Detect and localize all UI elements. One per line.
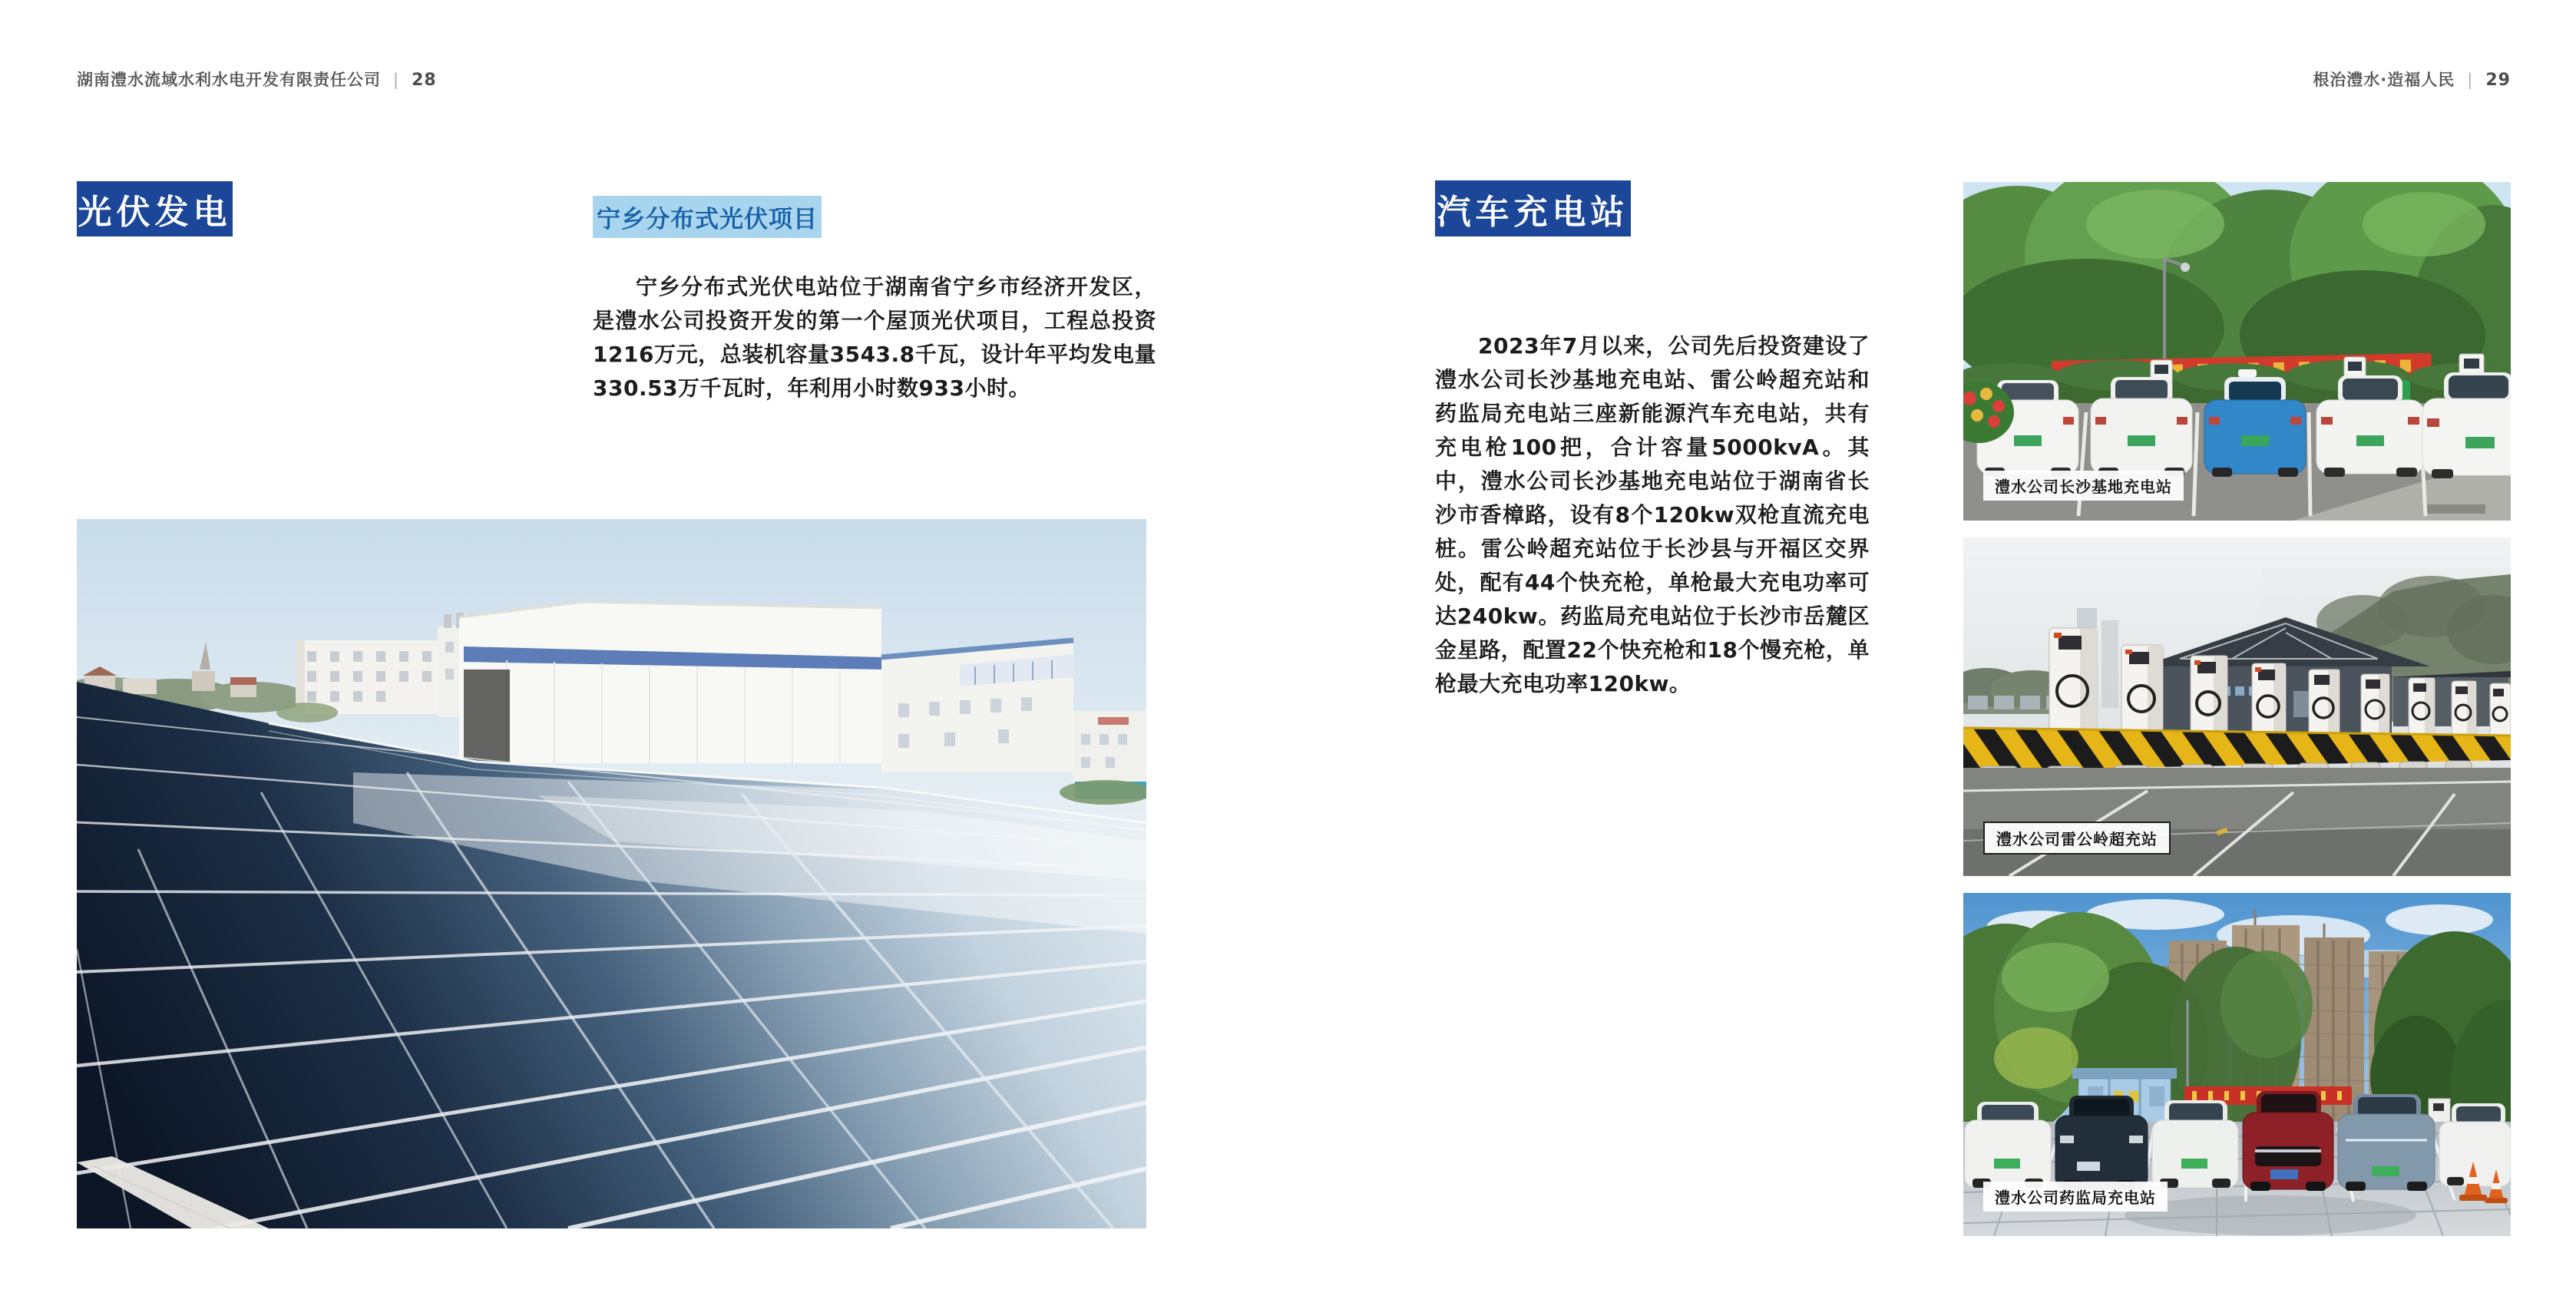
car-white-b [2152,1100,2238,1188]
rooftop-solar-array-photo [77,519,1146,1228]
photo-caption: 澧水公司雷公岭超充站 [1983,822,2171,855]
company-name: 湖南澧水流域水利水电开发有限责任公司 [77,71,381,89]
paragraph-ev-charging: 2023年7月以来，公司先后投资建设了澧水公司长沙基地充电站、雷公岭超充站和药监局充电站三座新能源汽车充电站，共有充电枪100把，合计容量5000kvA。其中，澧水公司长沙基地充电站位于湖南省长沙市香樟路，设有8个120kw双枪直流充电桩。雷公岭超充站位于长沙县与开福区交界处，配有44个快充枪，单枪最大充电功率可达240kw。药监局充电站位于长沙市岳麓区金星路，配置22个快充枪和18个慢充枪，单枪最大充电功率120kw。 [1435,333,1870,696]
changsha-base-illustration [1963,182,2511,521]
leigongling-supercharging-station-photo [1963,537,2511,876]
section-title-photovoltaic: 光伏发电 [77,181,233,236]
section-title-ev-charging: 汽车充电站 [1435,180,1631,236]
header-left [77,68,437,91]
header-divider: | [393,71,400,89]
page-number-left: 28 [412,71,437,90]
slogan: 根治澧水·造福人民 [2313,71,2455,89]
photo-caption: 澧水公司长沙基地充电站 [1983,471,2184,501]
car-white-a [1965,1102,2051,1188]
yaojianju-charging-station-photo [1963,893,2511,1236]
photo-caption: 澧水公司药监局充电站 [1983,1182,2168,1212]
header-divider-right: | [2467,71,2474,89]
subsection-title-ningxiang-pv: 宁乡分布式光伏项目 [593,196,822,238]
paragraph-ningxiang-pv: 宁乡分布式光伏电站位于湖南省宁乡市经济开发区，是澧水公司投资开发的第一个屋顶光伏项目，工程总投资1216万元，总装机容量3543.8千瓦，设计年平均发电量330.53万千瓦时，年利用小时数933小时。 [593,274,1156,401]
car-dark [2055,1096,2148,1189]
page-number-right: 29 [2485,71,2511,90]
solar-photo-illustration [77,519,1146,1228]
header-right [2313,68,2511,91]
changsha-base-charging-station-photo [1963,182,2511,521]
